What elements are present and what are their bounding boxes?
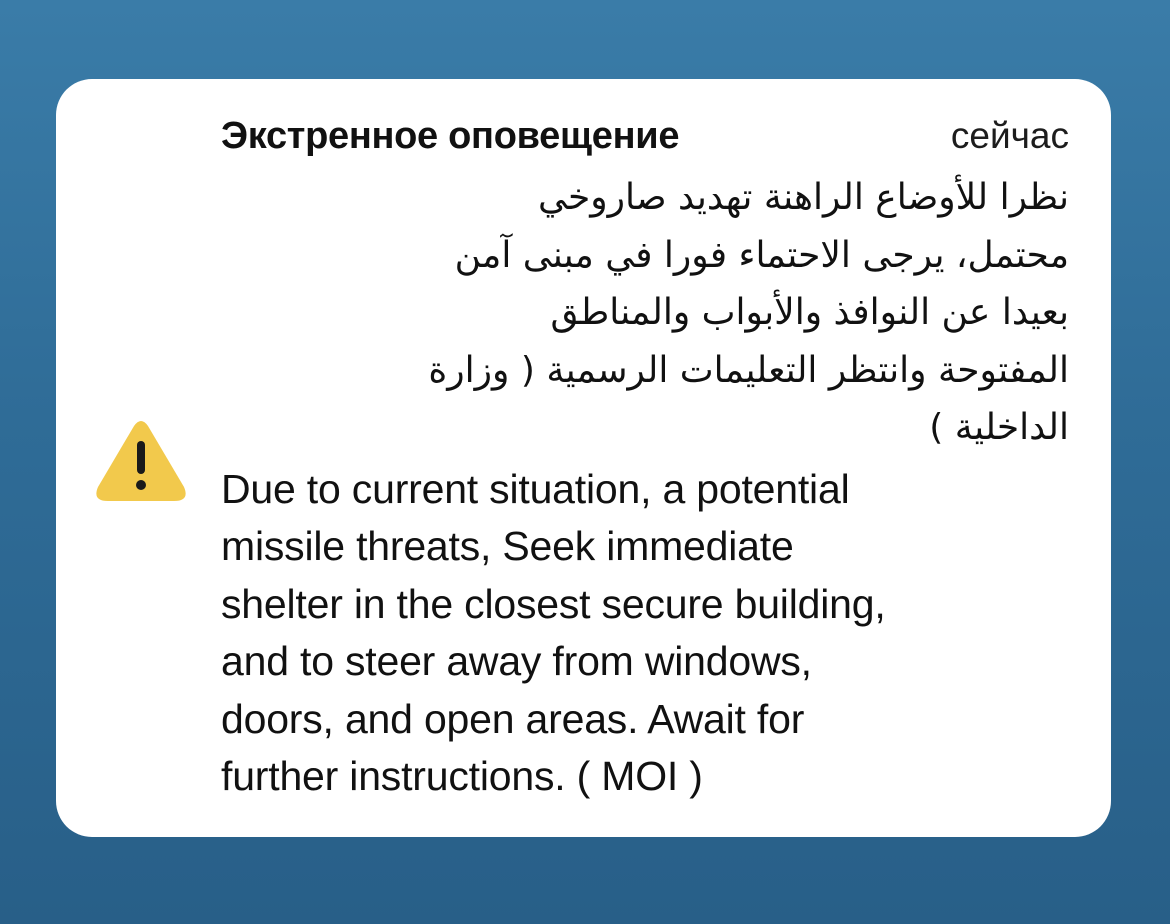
english-message-line: Due to current situation, a potential (221, 465, 850, 512)
notification-header (221, 115, 1069, 167)
english-message-line: doors, and open areas. Await for (221, 695, 805, 742)
arabic-message-line: المفتوحة وانتظر التعليمات الرسمية ( وزارة (428, 349, 1069, 391)
arabic-message-line: نظرا للأوضاع الراهنة تهديد صاروخي (537, 177, 1069, 218)
notification-content (221, 115, 1069, 806)
emergency-alert-notification[interactable] (56, 79, 1111, 837)
arabic-message-line: محتمل، يرجى الاحتماء فورا في مبنى آمن (454, 234, 1069, 276)
english-message (221, 461, 1069, 806)
arabic-message (221, 169, 1069, 457)
notification-title: Экстренное оповещение (221, 115, 680, 157)
notification-timestamp: сейчас (950, 115, 1069, 156)
english-message-line: and to steer away from windows, (221, 638, 812, 684)
warning-icon (94, 417, 188, 505)
arabic-message-line: بعيدا عن النوافذ والأبواب والمناطق (550, 292, 1069, 333)
english-message-line: further instructions. ( MOI ) (221, 753, 703, 799)
english-message-line: shelter in the closest secure building, (221, 580, 886, 627)
english-message-line: missile threats, Seek immediate (221, 523, 794, 569)
arabic-message-line: الداخلية ) (929, 407, 1069, 448)
